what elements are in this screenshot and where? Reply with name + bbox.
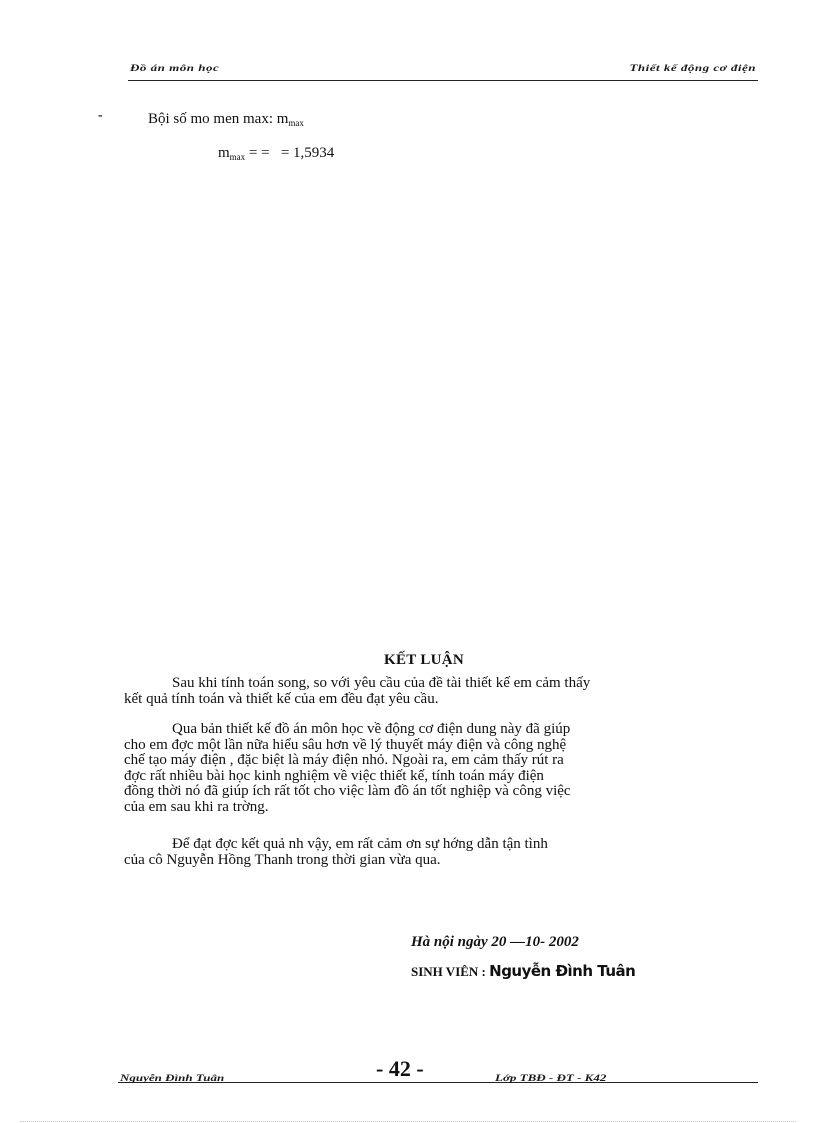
max-torque-ratio-formula xyxy=(218,145,334,162)
header-right-title: Thiết kế động cơ điện xyxy=(629,62,756,74)
formula-result: = = = 1,5934 xyxy=(245,145,335,161)
signature-line xyxy=(411,962,635,980)
header-left-title: Đồ án môn học xyxy=(130,62,220,74)
signature-name: Nguyễn Đình Tuân xyxy=(489,962,636,980)
header-divider xyxy=(128,80,758,81)
bullet-marker: - xyxy=(98,108,103,123)
footer-right-text: Lớp TBĐ - ĐT - K42 xyxy=(495,1072,607,1084)
conclusion-paragraph-1: Sau khi tính toán song, so với yêu cầu của đề tài thiết kế em cảm thấy kết quả tính toán và thiết kế của em đều đạt yêu cầu. xyxy=(124,675,591,707)
page-number: - 42 - xyxy=(376,1056,424,1081)
max-torque-ratio-label xyxy=(148,111,304,128)
page-bottom-edge xyxy=(20,1121,796,1122)
conclusion-title: KẾT LUẬN xyxy=(384,652,465,668)
footer-divider xyxy=(118,1082,758,1083)
conclusion-paragraph-2: Qua bản thiết kế đồ án môn học về động cơ điện dung này đã giúp cho em đợc một lần nữa hiểu sâu hơn về lý thuyết máy điện và công nghệ chế tạo máy điện , đặc biệt là máy điện nhỏ. Ngoài ra, em cảm thấy rút ra đợc rất nhiều bài học kinh nghiệm về việc thiết kế, tính toán máy điện đồng thời nó đã giúp ích rất tốt cho việc làm đồ án tốt nghiệp và công việc của em sau khi ra trờng. xyxy=(124,721,571,815)
signature-label: SINH VIÊN : xyxy=(411,964,490,979)
label-subscript: max xyxy=(288,118,304,128)
label-text: Bội số mo men max: m xyxy=(148,111,289,127)
formula-subscript: max xyxy=(229,152,246,162)
conclusion-paragraph-3: Để đạt đợc kết quả nh vậy, em rất cảm ơn sự hớng dẫn tận tình của cô Nguyễn Hồng Thanh trong thời gian vừa qua. xyxy=(124,836,548,868)
signature-date: Hà nội ngày 20 —10- 2002 xyxy=(411,934,579,950)
footer-left-text: Nguyễn Đình Tuân xyxy=(120,1072,225,1084)
formula-symbol: m xyxy=(218,145,230,161)
